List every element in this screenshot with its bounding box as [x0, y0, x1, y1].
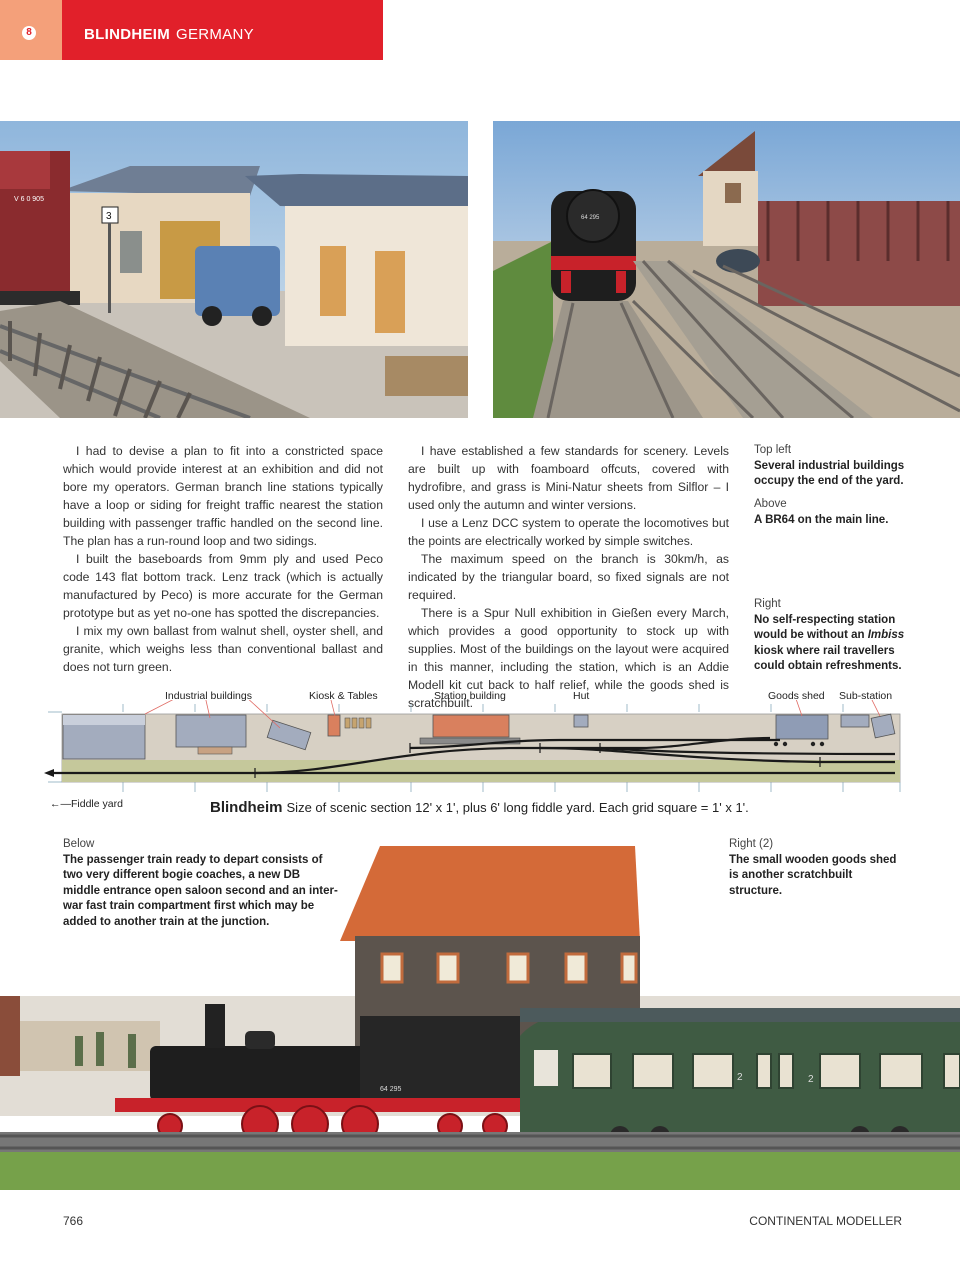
- header-title-rest: GERMANY: [176, 26, 254, 43]
- caption-right: [754, 597, 919, 675]
- caption-text-emphasis: Imbiss: [867, 629, 905, 641]
- label-hut: Hut: [573, 690, 590, 702]
- track-plan-caption-title: Blindheim: [210, 799, 283, 816]
- loco-number-plate: 64 295: [581, 215, 600, 221]
- page-badge: 8: [22, 26, 36, 40]
- article-paragraph: There is a Spur Null exhibition in Gießen every March, which provides a good opportunity to stock up with supplies. Most of the buildings on the layout were acquired in this manner, including the station, which is an Addie Modell kit cut back to half relief, while the goods shed is scratchbuilt.: [408, 606, 729, 710]
- caption-text: The small wooden goods shed is another scratchbuilt structure.: [729, 853, 897, 897]
- header-title: [84, 26, 254, 43]
- photo-br64-main-line: [493, 121, 960, 418]
- article-paragraph: I use a Lenz DCC system to operate the locomotives but the points are electrically worked by simple switches.: [408, 516, 729, 548]
- goods-shed: [776, 715, 828, 739]
- article-paragraph: I have established a few standards for scenery. Levels are built up with foamboard offcuts, covered with hydrofibre, and grass is Mini-Natur sheets from Silflor – I used only the autumn and winter versions.: [408, 444, 729, 512]
- coach-class-number: 2: [808, 1074, 814, 1085]
- caption-right-2: [729, 837, 899, 899]
- sub-station-2: [871, 714, 895, 738]
- caption-text-part: kiosk where rail travellers could obtain refreshments.: [754, 644, 902, 672]
- caption-label: Right: [754, 598, 781, 610]
- caption-label: Above: [754, 498, 787, 510]
- caption-text: A BR64 on the main line.: [754, 513, 889, 526]
- caption-text: [754, 613, 919, 675]
- photo-industrial-buildings: [0, 121, 468, 418]
- caption-top-left: [754, 443, 914, 490]
- loco-number-plate: 64 295: [380, 1086, 402, 1093]
- article-column-1: [63, 442, 383, 676]
- label-sub-station: Sub-station: [839, 690, 893, 702]
- label-industrial-buildings: Industrial buildings: [165, 690, 252, 702]
- caption-below: [63, 837, 338, 930]
- article-paragraph: The maximum speed on the branch is 30km/h, as indicated by the triangular board, so fixed signals are not required.: [408, 552, 729, 602]
- loading-dock: [198, 747, 232, 754]
- loco-number-plate: V 6 0 905: [14, 196, 44, 203]
- station-building: [433, 715, 509, 737]
- industrial-building-1-roof: [63, 715, 145, 725]
- page-number: 766: [63, 1214, 84, 1228]
- label-goods-shed: Goods shed: [768, 690, 825, 702]
- header-tab: [0, 0, 62, 60]
- article-paragraph: I had to devise a plan to fit into a constricted space which would provide interest at an exhibition and did not bore my operators. German branch line stations typically have a loop or siding for freight traffic nearest the station building with passenger traffic handled on the second line. The plan has a run-round loop and two sidings.: [63, 444, 383, 548]
- track-plan-diagram: [40, 700, 920, 796]
- kiosk: [328, 715, 340, 736]
- caption-text: The passenger train ready to depart consists of two very different bogie coaches, a new DB middle entrance open saloon second and an inter-war fast train compartment first which may be added to another train at the junction.: [63, 853, 338, 928]
- fiddle-yard-text: Fiddle yard: [71, 798, 123, 810]
- fiddle-yard-arrow-main: [44, 769, 54, 777]
- sub-station-1: [841, 715, 869, 727]
- label-kiosk-tables: Kiosk & Tables: [309, 690, 378, 702]
- caption-label: Below: [63, 838, 95, 850]
- speed-board-sign: 3: [106, 211, 112, 222]
- fiddle-yard-label: ←—Fiddle yard: [50, 798, 123, 810]
- article-paragraph: I mix my own ballast from walnut shell, oyster shell, and granite, which weighs less than conventional ballast and does not turn green.: [63, 624, 383, 674]
- magazine-name: CONTINENTAL MODELLER: [749, 1214, 902, 1228]
- caption-above: [754, 497, 914, 528]
- label-station-building: Station building: [434, 690, 506, 702]
- article-column-2: [408, 442, 729, 712]
- article-paragraph: I built the baseboards from 9mm ply and used Peco code 143 flat bottom track. Lenz track (which is actually manufactured by Peco) is more accurate for the German prototype but as yet no-one has spotted the discrepancies.: [63, 552, 383, 620]
- track-plan-caption-text: Size of scenic section 12' x 1', plus 6' long fiddle yard. Each grid square = 1' x 1'.: [286, 800, 749, 815]
- coach-class-number: 2: [737, 1072, 743, 1083]
- page-header: [0, 0, 383, 60]
- header-title-bold: BLINDHEIM: [84, 26, 171, 43]
- industrial-building-2: [176, 715, 246, 747]
- hut: [574, 715, 588, 727]
- caption-text: Several industrial buildings occupy the end of the yard.: [754, 459, 905, 487]
- caption-text-part: No self-respecting station would be without an: [754, 613, 896, 641]
- caption-label: Right (2): [729, 838, 774, 850]
- track-plan-caption: [210, 799, 749, 816]
- grass-strip: [62, 760, 900, 782]
- caption-label: Top left: [754, 444, 792, 456]
